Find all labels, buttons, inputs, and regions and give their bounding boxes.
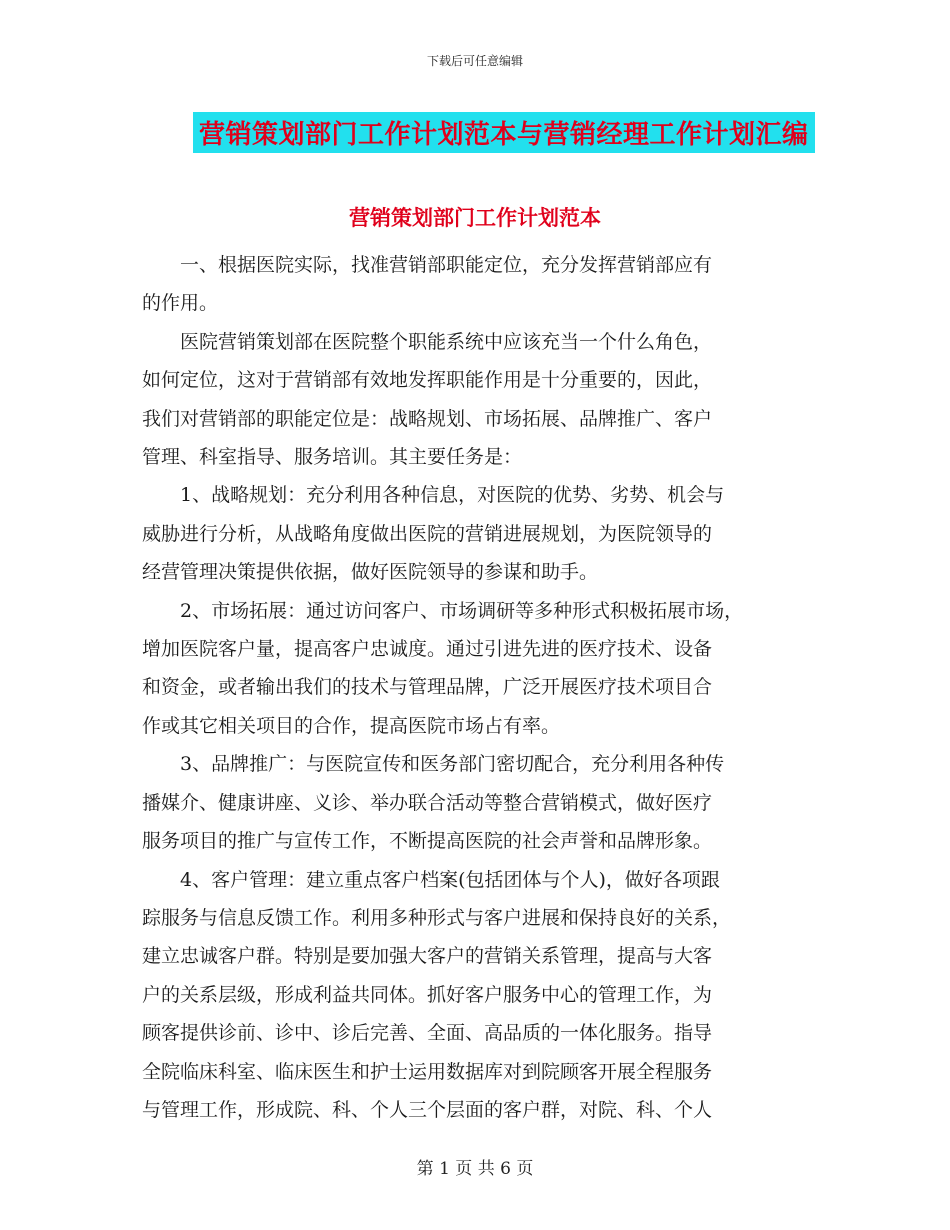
text-line: 服务项目的推广与宣传工作，不断提高医院的社会声誉和品牌形象。 [142, 830, 713, 853]
body-text [142, 246, 822, 1129]
text-line: 增加医院客户量，提高客户忠诚度。通过引进先进的医疗技术、设备 [142, 638, 713, 661]
text-line: 威胁进行分析，从战略角度做出医院的营销进展规划，为医院领导的 [142, 522, 713, 545]
text-line: 建立忠诚客户群。特别是要加强大客户的营销关系管理，提高与大客 [142, 945, 713, 968]
document-title: 营销策划部门工作计划范本与营销经理工作计划汇编 [193, 112, 815, 153]
text-line: 与管理工作，形成院、科、个人三个层面的客户群，对院、科、个人 [142, 1098, 713, 1121]
text-line: 户的关系层级，形成利益共同体。抓好客户服务中心的管理工作，为 [142, 983, 713, 1006]
text-line: 经营管理决策提供依据，做好医院领导的参谋和助手。 [142, 561, 599, 584]
text-line: 管理、科室指导、服务培训。其主要任务是： [142, 446, 523, 469]
text-line: 4、客户管理：建立重点客户档案(包括团体与个人)，做好各项跟 [142, 868, 720, 891]
page-footer: 第 1 页 共 6 页 [416, 1159, 534, 1179]
text-line: 顾客提供诊前、诊中、诊后完善、全面、高品质的一体化服务。指导 [142, 1022, 713, 1045]
text-line: 作或其它相关项目的合作，提高医院市场占有率。 [142, 714, 561, 737]
header-note: 下载后可任意编辑 [426, 54, 523, 68]
text-line: 医院营销策划部在医院整个职能系统中应该充当一个什么角色， [142, 330, 713, 353]
text-line: 和资金，或者输出我们的技术与管理品牌，广泛开展医疗技术项目合 [142, 676, 713, 699]
text-line: 1、战略规划：充分利用各种信息，对医院的优势、劣势、机会与 [142, 484, 725, 507]
text-line: 的作用。 [142, 292, 219, 315]
text-line: 踪服务与信息反馈工作。利用多种形式与客户进展和保持良好的关系， [142, 906, 732, 929]
text-line: 播媒介、健康讲座、义诊、举办联合活动等整合营销模式，做好医疗 [142, 791, 713, 814]
text-line: 2、市场拓展：通过访问客户、市场调研等多种形式积极拓展市场， [142, 599, 744, 622]
text-line: 3、品牌推广：与医院宣传和医务部门密切配合，充分利用各种传 [142, 753, 725, 776]
text-line: 我们对营销部的职能定位是：战略规划、市场拓展、品牌推广、客户 [142, 407, 713, 430]
text-line: 如何定位，这对于营销部有效地发挥职能作用是十分重要的，因此， [142, 369, 713, 392]
text-line: 全院临床科室、临床医生和护士运用数据库对到院顾客开展全程服务 [142, 1060, 713, 1083]
text-line: 一、根据医院实际，找准营销部职能定位，充分发挥营销部应有 [142, 254, 713, 276]
section-title: 营销策划部门工作计划范本 [349, 205, 601, 230]
